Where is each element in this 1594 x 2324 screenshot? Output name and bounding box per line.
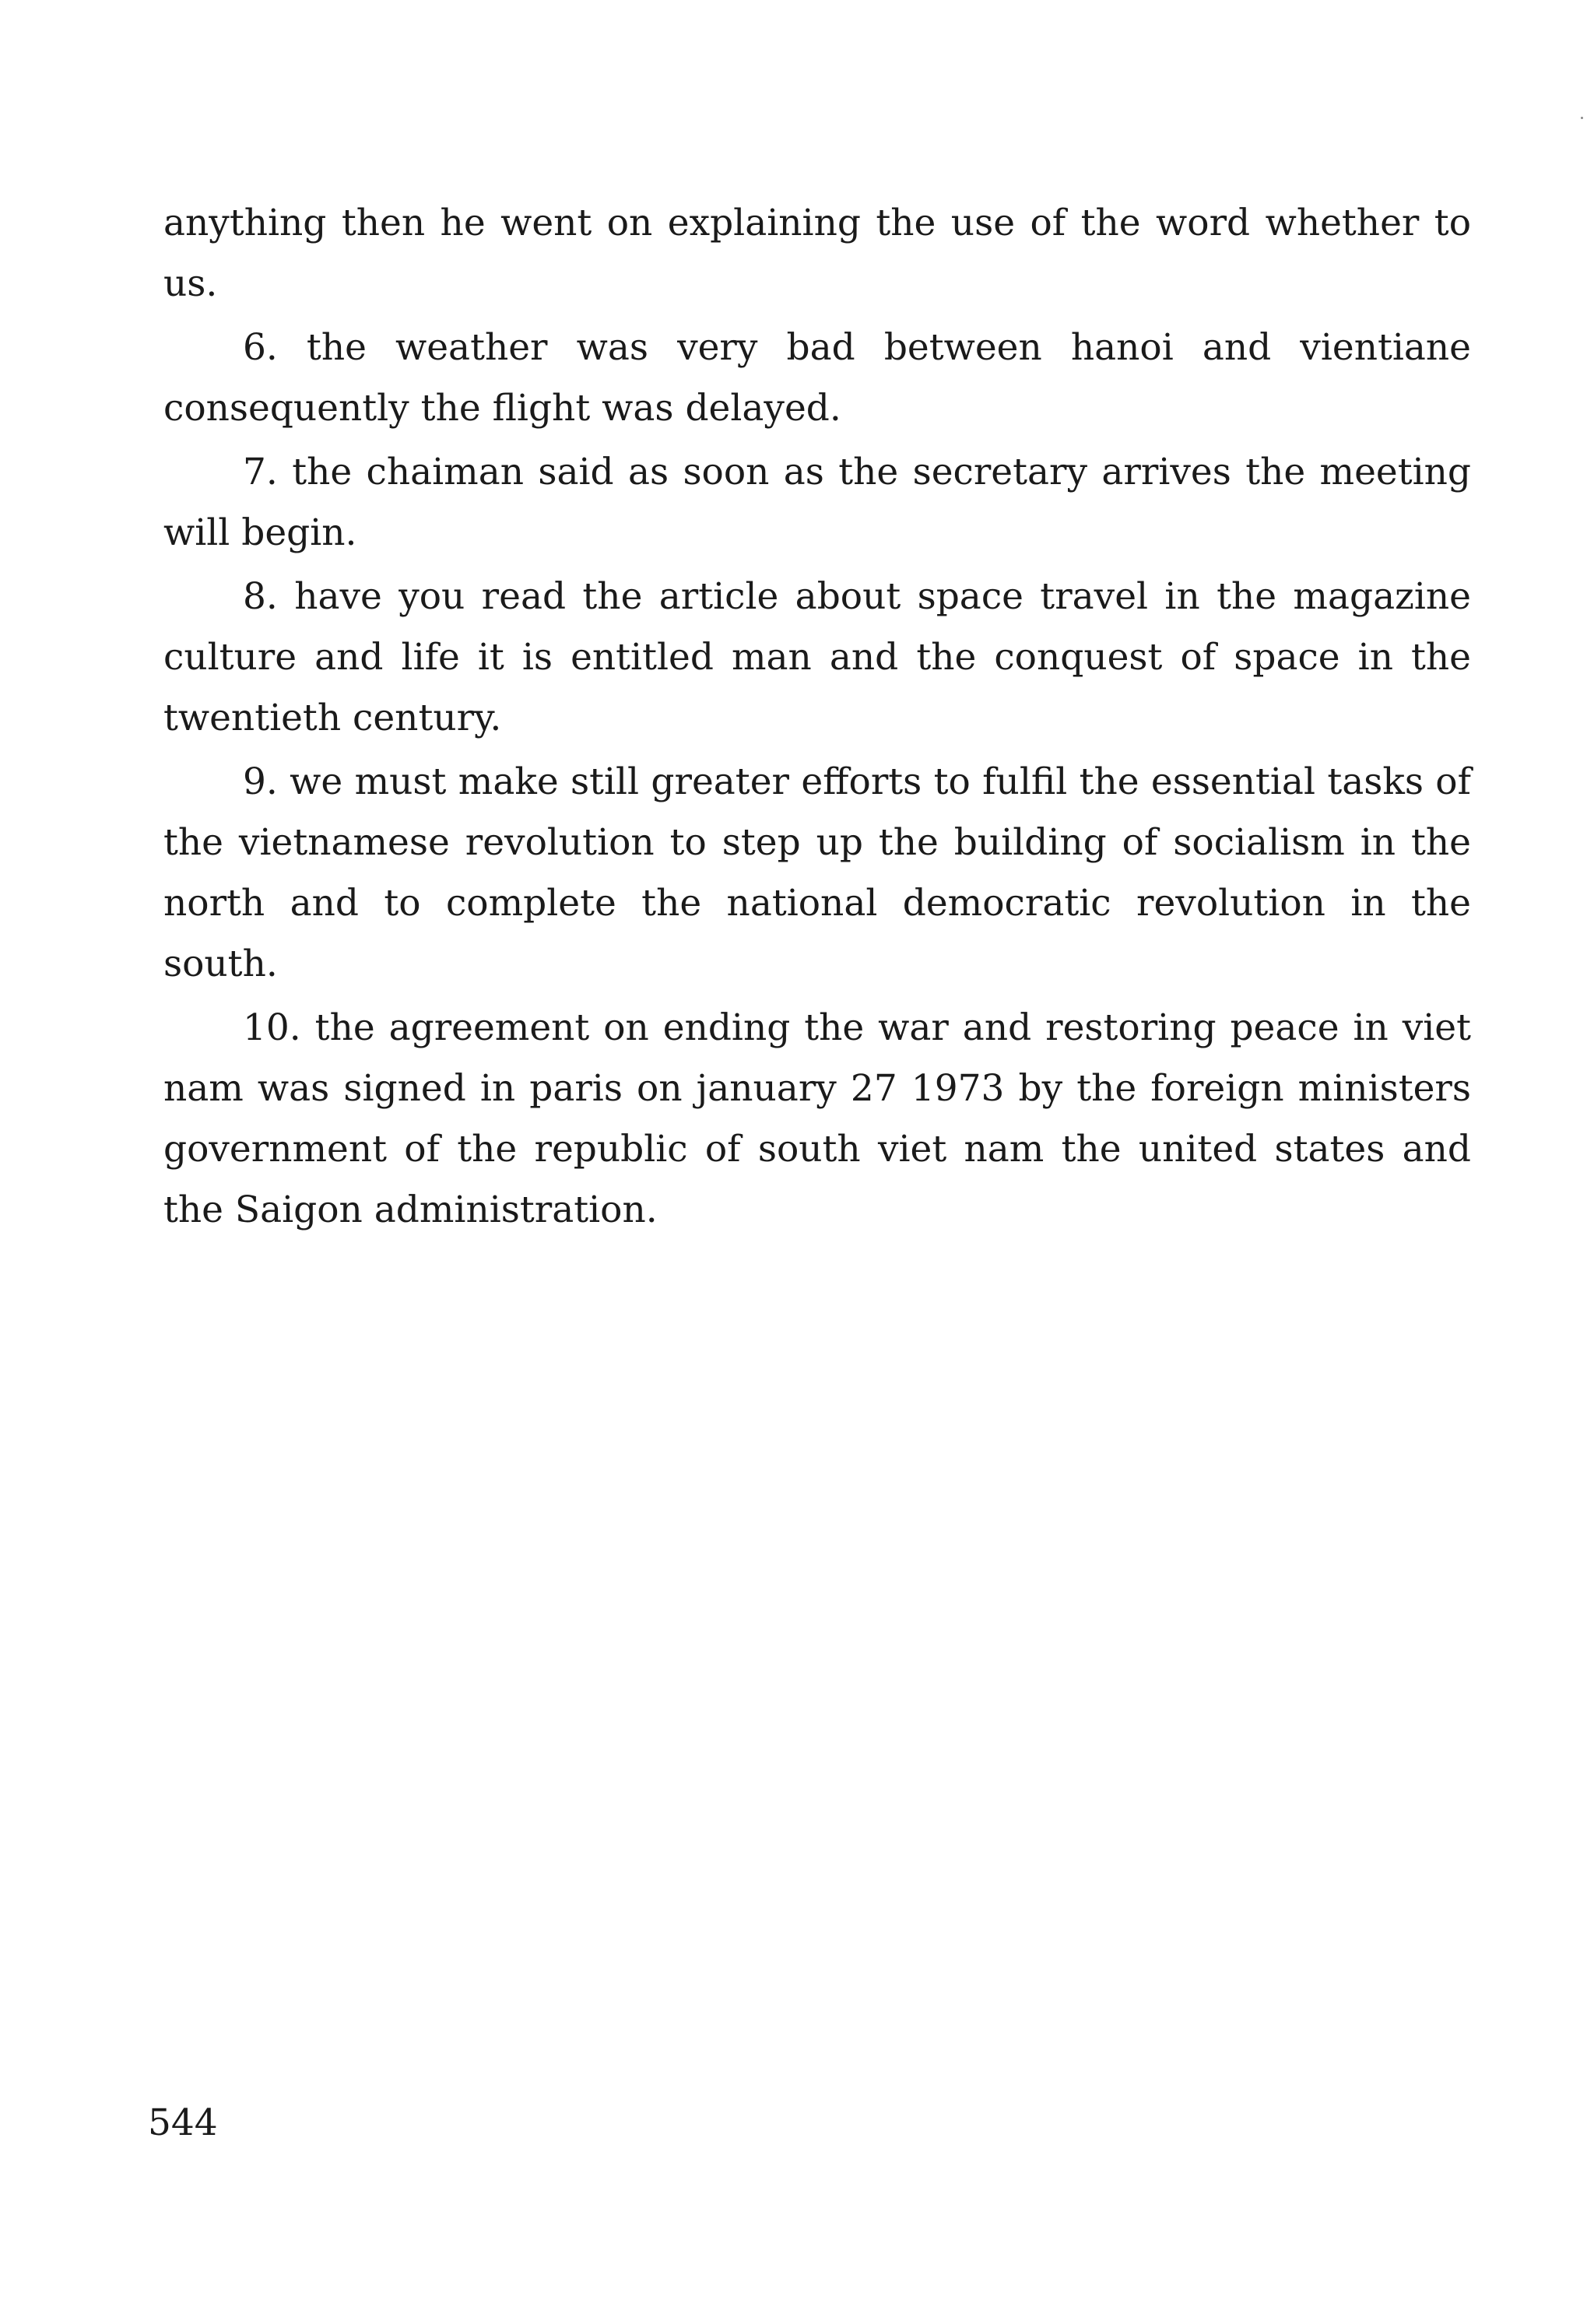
scan-speck [1581,117,1583,119]
exercise-item-10: 10. the agreement on ending the war and restoring peace in viet nam was signed in paris on january 27 1973 by the foreign ministers government of the republic of south viet nam the united states and the Saigon administration. [163,1006,1471,1231]
page-number: 544 [148,2101,218,2144]
exercise-item-9: 9. we must make still greater efforts to fulfil the essential tasks of the vietnamese revolution to step up the building of socialism in the north and to complete the national democratic revolution in the south. [163,760,1471,985]
paragraph-continuation: anything then he went on explaining the use of the word whether to us. [163,202,1471,305]
exercise-item-8: 8. have you read the article about space travel in the magazine culture and life it is entitled man and the conquest of space in the twentieth century. [163,575,1471,739]
exercise-item-7: 7. the chaiman said as soon as the secretary arrives the meeting will begin. [163,451,1471,554]
body-text [163,193,1471,1244]
exercise-item-6: 6. the weather was very bad between hanoi and vientiane consequently the flight was delayed. [163,326,1471,430]
